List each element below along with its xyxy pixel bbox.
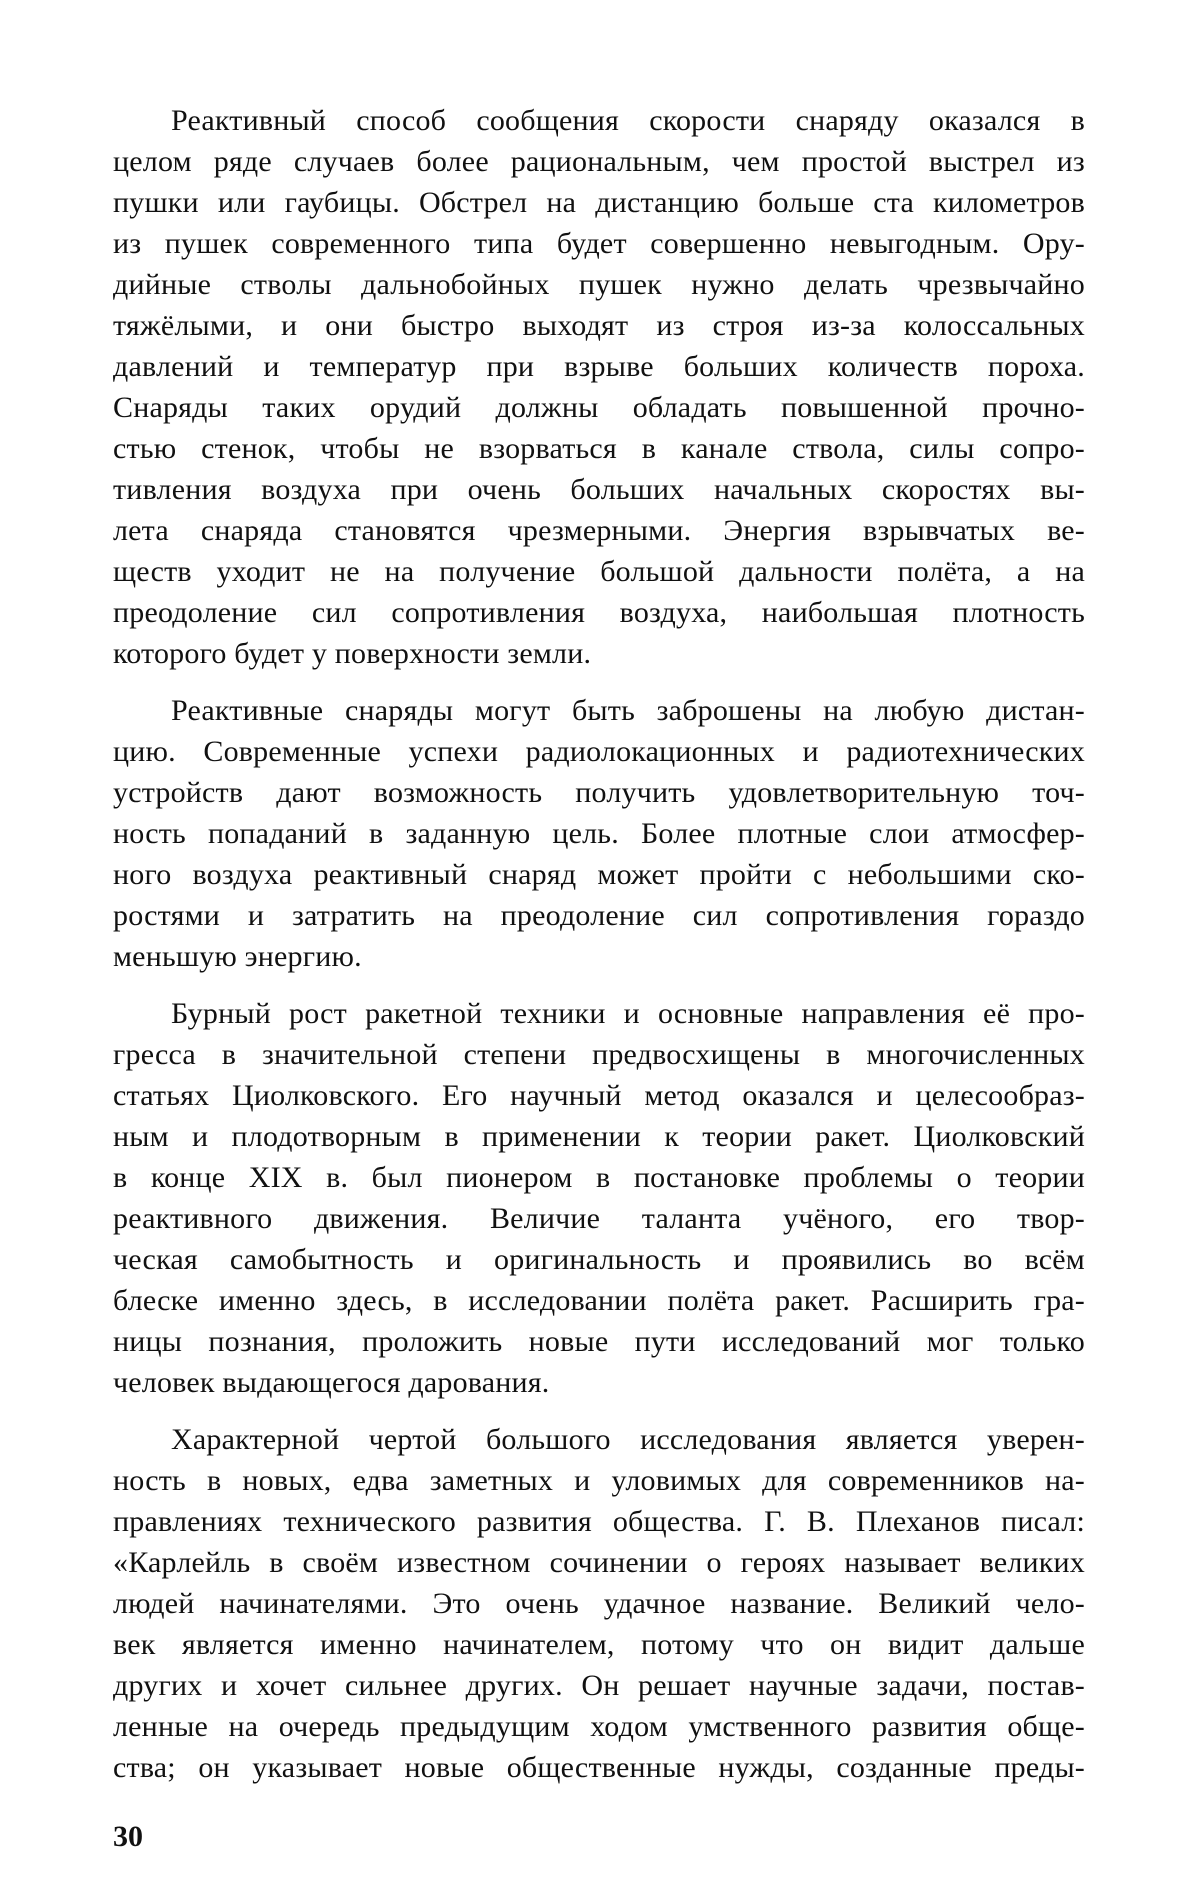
text-line: век является именно начинателем, потому что он видит дальше [113, 1628, 1085, 1661]
text-line: ность в новых, едва заметных и уловимых для современников на- [113, 1464, 1085, 1497]
text-line: тяжёлыми, и они быстро выходят из строя из-за колоссальных [113, 309, 1085, 342]
text-line: устройств дают возможность получить удовлетворительную точ- [113, 776, 1085, 809]
text-line: из пушек современного типа будет совершенно невыгодным. Ору- [113, 227, 1085, 260]
text-line: Снаряды таких орудий должны обладать повышенной прочно- [113, 391, 1085, 424]
text-line: Бурный рост ракетной техники и основные направления её про- [171, 997, 1085, 1030]
text-line: гресса в значительной степени предвосхищены в многочисленных [113, 1038, 1085, 1071]
text-line: ность попаданий в заданную цель. Более плотные слои атмосфер- [113, 817, 1085, 850]
text-line: человек выдающегося дарования. [113, 1366, 550, 1399]
body-text [113, 100, 1085, 1788]
text-line: лета снаряда становятся чрезмерными. Энергия взрывчатых ве- [113, 514, 1085, 547]
text-line: которого будет у поверхности земли. [113, 637, 592, 670]
text-line: ростями и затратить на преодоление сил сопротивления гораздо [113, 899, 1085, 932]
text-line: ным и плодотворным в применении к теории ракет. Циолковский [113, 1120, 1085, 1153]
text-line: дийные стволы дальнобойных пушек нужно делать чрезвычайно [113, 268, 1085, 301]
text-line: статьях Циолковского. Его научный метод оказался и целесообраз- [113, 1079, 1085, 1112]
text-line: блеске именно здесь, в исследовании полёта ракет. Расширить гра- [113, 1284, 1085, 1317]
text-line: «Карлейль в своём известном сочинении о героях называет великих [113, 1546, 1085, 1579]
text-line: преодоление сил сопротивления воздуха, наибольшая плотность [113, 596, 1085, 629]
text-line: целом ряде случаев более рациональным, чем простой выстрел из [113, 145, 1085, 178]
text-line: в конце XIX в. был пионером в постановке проблемы о теории [113, 1161, 1085, 1194]
text-line: правлениях технического развития общества. Г. В. Плеханов писал: [113, 1505, 1085, 1538]
text-line: Реактивные снаряды могут быть заброшены на любую дистан- [171, 694, 1085, 727]
text-line: ного воздуха реактивный снаряд может пройти с небольшими ско- [113, 858, 1085, 891]
text-line: людей начинателями. Это очень удачное название. Великий чело- [113, 1587, 1085, 1620]
text-line: ницы познания, проложить новые пути исследований мог только [113, 1325, 1085, 1358]
text-line: давлений и температур при взрыве больших количеств пороха. [113, 350, 1085, 383]
page-number: 30 [113, 1820, 143, 1853]
text-line: Реактивный способ сообщения скорости снаряду оказался в [171, 104, 1085, 137]
text-line: ществ уходит не на получение большой дальности полёта, а на [113, 555, 1085, 588]
text-line: стью стенок, чтобы не взорваться в канале ствола, силы сопро- [113, 432, 1085, 465]
text-line: ства; он указывает новые общественные нужды, созданные преды- [113, 1751, 1085, 1784]
text-line: цию. Современные успехи радиолокационных и радиотехнических [113, 735, 1085, 768]
text-line: тивления воздуха при очень больших начальных скоростях вы- [113, 473, 1085, 506]
text-line: ческая самобытность и оригинальность и проявились во всём [113, 1243, 1085, 1276]
text-line: реактивного движения. Величие таланта учёного, его твор- [113, 1202, 1085, 1235]
text-line: ленные на очередь предыдущим ходом умственного развития обще- [113, 1710, 1085, 1743]
text-line: других и хочет сильнее других. Он решает научные задачи, постав- [113, 1669, 1085, 1702]
text-line: пушки или гаубицы. Обстрел на дистанцию больше ста километров [113, 186, 1085, 219]
text-line: меньшую энергию. [113, 940, 362, 973]
text-line: Характерной чертой большого исследования является уверен- [171, 1423, 1085, 1456]
